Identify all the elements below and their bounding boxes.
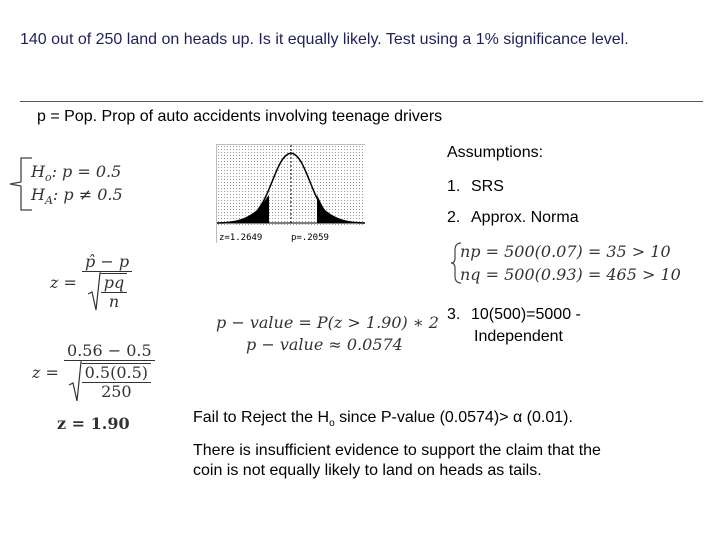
divider-line [20,101,703,102]
conclusion-decision: Fail to Reject the $H_o$ since P-value (0.0574)> α (0.01). [193,409,573,430]
pvalue-line1: p − value = P(z > 1.90) ∗ 2 [216,313,439,332]
null-hypothesis: $H_o$: p = 0.5 [31,162,122,185]
calculator-screen [216,144,365,243]
np-condition: np = 500(0.07) = 35 > 10 [460,242,671,261]
z-formula: z = $\frac{p̂ - p}{\frac{pq}{n}}$ [50,253,132,312]
square-root-icon [68,361,82,403]
square-root-icon [87,272,101,312]
pvalue-line2: p − value ≈ 0.0574 [246,335,403,354]
z-readout: z=1.2649 [219,233,263,243]
assumption-item: 2. Approx. Norma [447,209,579,226]
conclusion-statement: There is insufficient evidence to support the claim that the coin is not equally likely to land on heads as tails. [193,442,601,479]
assumption-item: 3. 10(500)=5000 - [447,306,581,323]
p-readout: p=.2059 [291,233,329,243]
parameter-definition: p = Pop. Prop of auto accidents involving teenage drivers [37,108,443,125]
assumption-item: 1. SRS [447,178,504,195]
assumptions-heading: Assumptions: [447,144,544,161]
alternative-hypothesis: $H_A$: p ≠ 0.5 [31,185,123,208]
normal-curve-graph [217,145,365,243]
problem-title: 140 out of 250 land on heads up. Is it equally likely. Test using a 1% significance level. [20,31,629,48]
z-substitution: z = $\frac{0.56 - 0.5}{\frac{0.5(0.5)}{250}}$ [32,342,155,403]
nq-condition: nq = 500(0.93) = 465 > 10 [460,265,681,284]
assumption-item3-continuation: Independent [474,328,563,345]
z-result: z = 1.90 [57,414,130,433]
